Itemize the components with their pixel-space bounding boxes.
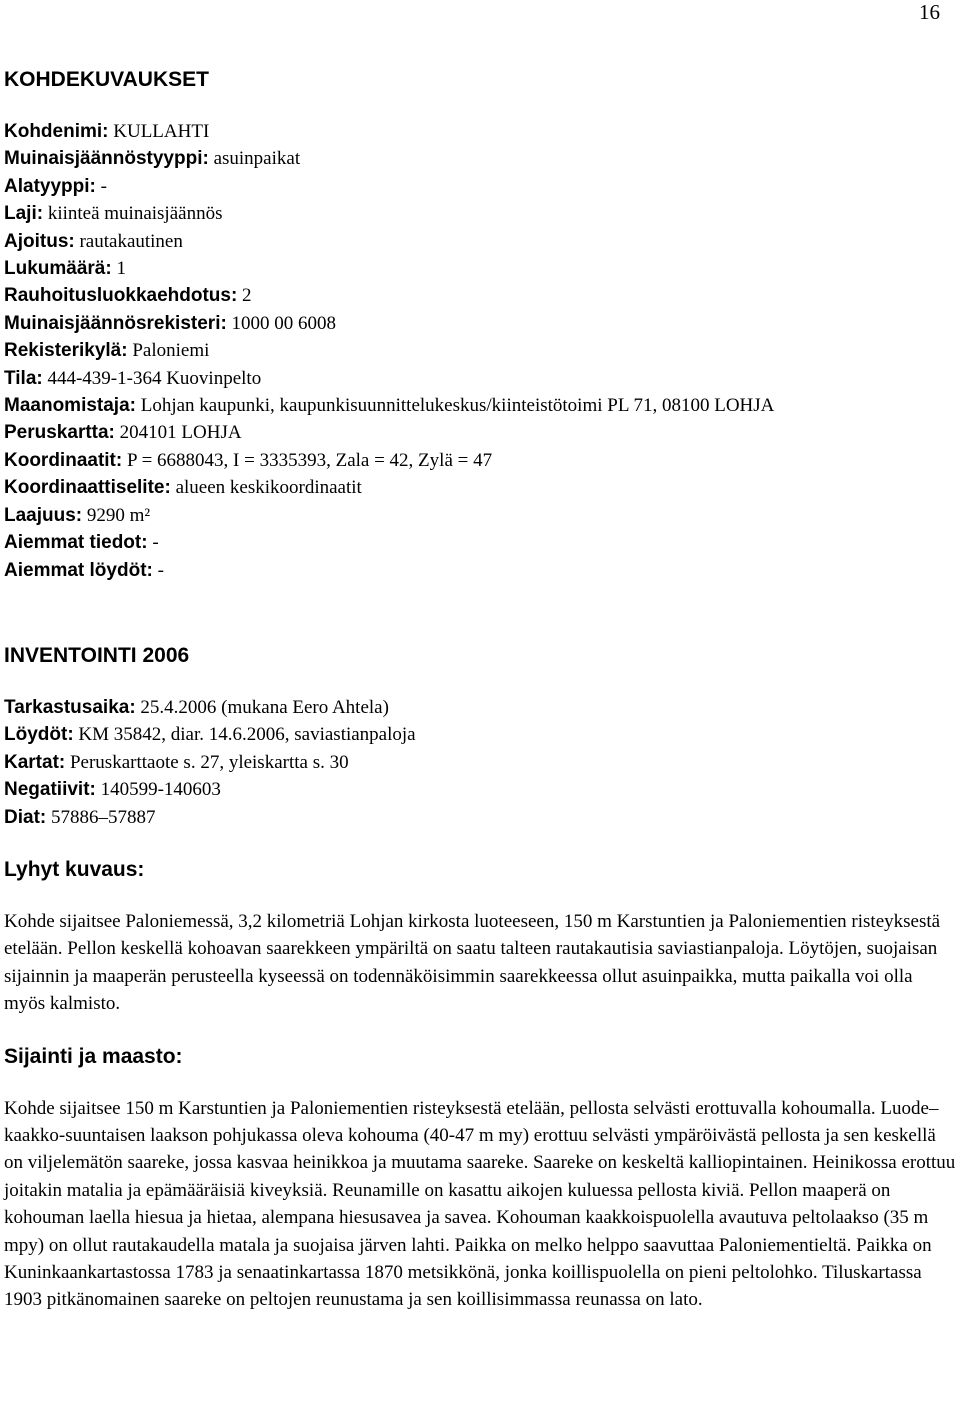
field-row [4, 392, 956, 419]
field-value: alueen keskikoordinaatit [175, 477, 362, 499]
inventory-heading: INVENTOINTI 2006 [4, 643, 190, 667]
field-value: - [157, 559, 164, 581]
field-value: KM 35842, diar. 14.6.2006, saviastianpaloja [78, 724, 416, 746]
field-label: Aiemmat löydöt: [4, 559, 153, 581]
field-label: Negatiivit: [4, 779, 96, 801]
field-label: Laajuus: [4, 504, 83, 526]
field-value: 140599-140603 [100, 779, 221, 801]
field-value: KULLAHTI [113, 121, 210, 142]
field-value: 204101 LOHJA [119, 422, 242, 444]
field-value: 444-439-1-364 Kuovinpelto [47, 367, 262, 389]
field-label: Kartat: [4, 751, 66, 773]
field-row [4, 502, 956, 529]
field-row [4, 200, 956, 227]
field-list [4, 118, 956, 584]
field-row [4, 694, 956, 721]
field-row [4, 474, 956, 501]
field-label: Peruskartta: [4, 422, 115, 444]
field-value: Paloniemi [132, 340, 210, 362]
field-row [4, 310, 956, 337]
field-label: Tila: [4, 367, 43, 389]
field-row [4, 228, 956, 255]
field-row [4, 173, 956, 200]
field-label: Muinaisjäännösrekisteri: [4, 312, 227, 334]
field-label: Tarkastusaika: [4, 696, 136, 718]
field-value: 9290 m² [86, 504, 151, 526]
field-label: Rauhoitusluokkaehdotus: [4, 285, 238, 307]
field-label: Ajoitus: [4, 230, 75, 252]
field-value: Peruskarttaote s. 27, yleiskartta s. 30 [69, 751, 349, 773]
field-row [4, 337, 956, 364]
field-row [4, 365, 956, 392]
field-label: Alatyyppi: [4, 175, 96, 197]
field-value: 1 [116, 258, 126, 280]
inventory-field-list [4, 694, 956, 831]
field-label: Maanomistaja: [4, 395, 136, 417]
field-row [4, 804, 956, 831]
field-label: Rekisterikylä: [4, 340, 128, 362]
field-value: 1000 00 6008 [231, 312, 337, 334]
field-row [4, 255, 956, 282]
field-value: - [100, 175, 107, 197]
short-description-text: Kohde sijaitsee Paloniemessä, 3,2 kilometriä Lohjan kirkosta luoteeseen, 150 m Karstuntien ja Paloniementien risteyksestä etelään. Pellon keskellä kohoavan saarekkeen ympäriltä on saatu talteen rautakautisia saviastianpaloja. Löytöjen, suojaisan sijainnin ja maaperän perusteella kyseessä on todennäköisimmin saarekkeessa ollut asuinpaikka, mutta paikalla voi olla myös kalmisto. [4, 910, 941, 1015]
field-row [4, 447, 956, 474]
page-number: 16 [919, 0, 940, 24]
location-terrain-heading: Sijainti ja maasto: [4, 1044, 183, 1068]
field-label: Aiemmat tiedot: [4, 532, 148, 554]
field-value: Lohjan kaupunki, kaupunkisuunnittelukeskus/kiinteistötoimi PL 71, 08100 LOHJA [140, 395, 775, 417]
field-label: Lukumäärä: [4, 258, 112, 280]
field-label: Koordinaatit: [4, 449, 123, 471]
field-row [4, 749, 956, 776]
field-row [4, 282, 956, 309]
field-value: 57886–57887 [50, 806, 156, 828]
document-title: KOHDEKUVAUKSET [4, 68, 209, 91]
field-label: Diat: [4, 806, 47, 828]
field-row [4, 557, 956, 584]
field-label: Koordinaattiselite: [4, 477, 171, 499]
field-row [4, 145, 956, 172]
field-label: Löydöt: [4, 724, 74, 746]
document-body [4, 66, 956, 1314]
field-value: kiinteä muinaisjäännös [47, 203, 223, 225]
field-value: 25.4.2006 (mukana Eero Ahtela) [140, 696, 389, 718]
field-row [4, 529, 956, 556]
field-value: 2 [242, 285, 252, 307]
field-label: Laji: [4, 203, 44, 225]
field-row [4, 118, 956, 145]
field-label: Muinaisjäännöstyyppi: [4, 148, 209, 170]
field-row [4, 776, 956, 803]
field-value: asuinpaikat [213, 148, 301, 170]
field-value: - [152, 532, 159, 554]
field-value: P = 6688043, I = 3335393, Zala = 42, Zylä = 47 [126, 449, 493, 471]
field-row [4, 721, 956, 748]
short-description-heading: Lyhyt kuvaus: [4, 857, 145, 881]
field-row [4, 419, 956, 446]
field-label: Kohdenimi: [4, 121, 109, 142]
location-terrain-text: Kohde sijaitsee 150 m Karstuntien ja Paloniementien risteyksestä etelään, pellosta selvästi erottuvalla kohoumalla. Luode–kaakko-suuntaisen laakson pohjukassa oleva kohouma (40-47 m my) erottuu selvästi ympäröivästä pellosta ja sen keskellä on viljelemätön saareke, jossa kasvaa heinikkoa ja muutama saareke. Saareke on keskeltä kalliopintainen. Heinikossa erottuu joitakin matalia ja epämääräisiä kiveyksiä. Reunamille on kasattu aikojen kuluessa pellosta kiviä. Pellon maaperä on kohouman laella hiesua ja hietaa, alempana hiesusavea ja savea. Kohouman kaakkoispuolella avautuva peltolaakso (35 m mpy) on ollut rautakaudella matala ja suojaisa järven lahti. Paikka on melko helppo saavuttaa Paloniementieltä. Paikka on Kuninkaankartastossa 1783 ja senaatinkartassa 1870 metsikkönä, jonka koillispuolella on pieni peltolohko. Tiluskartassa 1903 pitkänomainen saareke on peltojen reunustama ja sen koillisimmassa reunassa on lato. [4, 1097, 956, 1311]
field-value: rautakautinen [79, 230, 183, 252]
